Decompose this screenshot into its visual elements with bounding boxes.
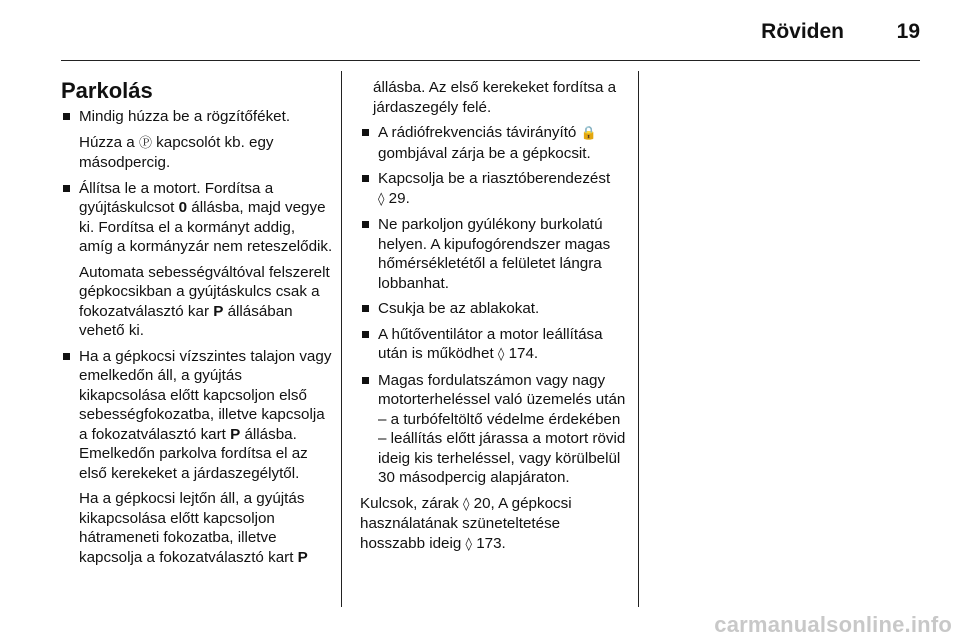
list-item-detail: Húzza a Ⓟ kapcsolót kb. egy másodpercig.	[79, 133, 274, 171]
page-reference[interactable]: 20, A gépkocsi használatának szüneteltetése hosszabb ideig	[360, 494, 572, 552]
reference-arrow-icon: ◊	[497, 347, 505, 362]
column-right	[360, 78, 628, 554]
list-item-cooling-fan: A hűtőventilátor a motor leállítása után is működhet ◊ 174.	[360, 325, 628, 365]
list-item-parking-brake: Mindig húzza be a rögzítőféket.	[61, 107, 333, 127]
list-item-alarm: Kapcsolja be a riasztóberendezést ◊ 29.	[360, 169, 628, 209]
list-item-turbo-cooldown: Magas fordulatszámon vagy nagy motorterheléssel való üzemelés után – a turbófeltöltő védelme érdekében – leállítás előtt járassa a motort rövid ideig kis terheléssel, vagy körülbelül 30 másodpercig alapjáraton.	[360, 371, 628, 488]
reference-arrow-icon: ◊	[378, 191, 385, 207]
reference-arrow-icon: ◊	[462, 496, 470, 512]
header-divider	[61, 60, 920, 61]
list-item-gear-selection: Ha a gépkocsi vízszintes talajon vagy emelkedőn áll, a gyújtás kikapcsolása előtt kapcsoljon első sebességfokozatba, illetve kapcsolja a fokozatválasztó kart P állásba. Emelkedőn parkolva fordítsa el az első kerekeket a járdaszegélytől.	[61, 347, 333, 484]
page-reference[interactable]: 173.	[476, 534, 506, 552]
page-reference[interactable]: 29.	[388, 189, 410, 207]
parking-brake-icon: Ⓟ	[138, 135, 152, 151]
list-item-windows: Csukja be az ablakokat.	[360, 299, 628, 319]
lock-icon: 🔒	[580, 126, 597, 141]
page-reference[interactable]: 174.	[508, 345, 539, 362]
list-item-flammable-surface: Ne parkoljon gyúlékony burkolatú helyen. A kipufogórendszer magas hőmérsékletétől a felületet lángra lobbanhat.	[360, 215, 628, 293]
column-left	[61, 78, 333, 573]
reference-arrow-icon: ◊	[465, 536, 472, 552]
list-item-remote-lock: A rádiófrekvenciás távirányító 🔒 gombjával zárja be a gépkocsit.	[360, 123, 628, 163]
page-number: 19	[896, 20, 920, 43]
cross-reference-paragraph: Kulcsok, zárak ◊ 20, A gépkocsi használatának szüneteltetése hosszabb ideig ◊ 173.	[360, 494, 572, 552]
section-title: Parkolás	[61, 78, 153, 103]
watermark: carmanualsonline.info	[714, 612, 952, 637]
list-item-continuation: állásba. Az első kerekeket fordítsa a járdaszegély felé.	[373, 79, 617, 116]
column-divider-2	[638, 71, 639, 607]
list-item-detail: Automata sebességváltóval felszerelt gépkocsikban a gyújtáskulcs csak a fokozatválasztó kar P állásában vehető ki.	[79, 263, 330, 339]
column-divider-1	[341, 71, 342, 607]
page-header-title: Röviden	[761, 20, 844, 43]
list-item-detail: Ha a gépkocsi lejtőn áll, a gyújtás kikapcsolása előtt kapcsoljon hátrameneti fokozatba, illetve kapcsolja a fokozatválasztó kart P	[79, 490, 308, 566]
list-item-engine-off: Állítsa le a motort. Fordítsa a gyújtáskulcsot 0 állásba, majd vegye ki. Fordítsa el a kormányt addig, amíg a kormányzár nem reteszelődik.	[61, 179, 333, 257]
